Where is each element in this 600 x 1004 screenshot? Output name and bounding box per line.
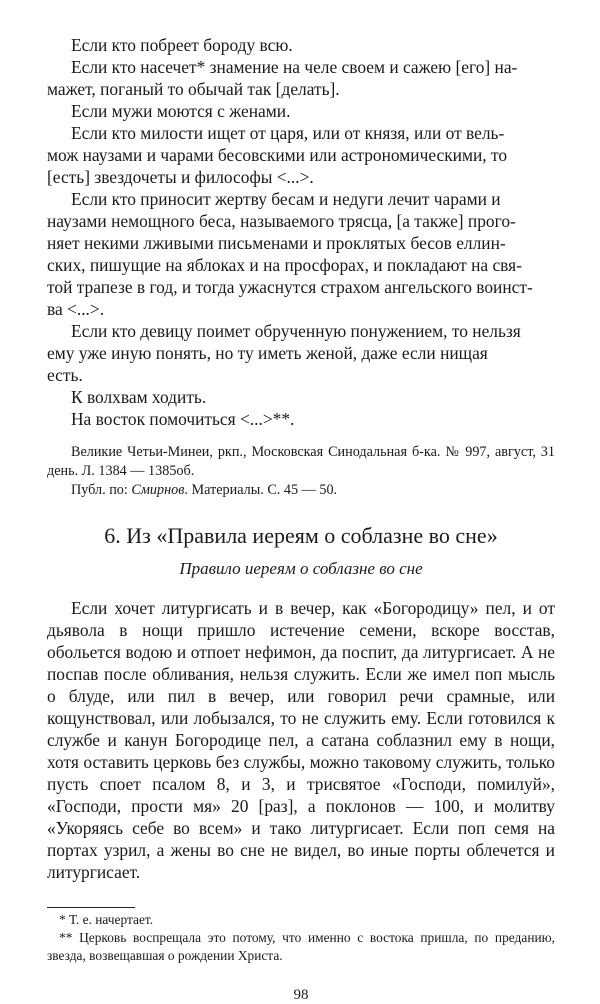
text-line: Если кто приносит жертву бесам и недуги лечит чарами и: [71, 189, 501, 209]
text-line: есть.: [47, 365, 83, 385]
text-line: мажет, поганый то обычай так [делать].: [47, 79, 340, 99]
publ-rest: . Материалы. С. 45 — 50.: [184, 482, 338, 498]
text-line: наузами немощного беса, называемого трясца, [а также] прого-: [47, 211, 516, 231]
text-line: [есть] звездочеты и философы <...>.: [47, 167, 314, 187]
text-line: Если мужи моются с женами.: [71, 101, 291, 121]
section-2-paragraph: Если хочет литургисать и в вечер, как «Богородицу» пел, и от дьявола в нощи пришло истечение семени, вскоре восстав, обольется водою и отпоет нефимон, да поспит, да литургисает. А не поспав после обливания, нельзя служить. Если же имел поп мысль о блуде, или пил в вечер, или говорил речи срамные, или кощунствовал, или лобызался, то не служить ему. Если готовился к службе и канун Богородице пел, а сатана соблазнил ему в нощи, хотя оставить церковь без службы, можно таковому служить, только пусть споет псалом 8, и 3, и трисвятое «Господи, помилуй», «Господи, прости мя» 20 [раз], а поклонов — 100, и молитву «Укоряясь себе во всем» и тако литургисает. Если поп семя на портах узрил, а жены во сне не видел, во иные порты облечется и литургисает.: [47, 598, 555, 882]
text-line: няет некими лживыми письменами и проклятых бесов еллин-: [47, 233, 506, 253]
text-line: Если кто девицу поимет обрученную понужением, то нельзя: [71, 321, 521, 341]
text-line: Если кто милости ищет от царя, или от князя, или от вель-: [71, 123, 505, 143]
text-line: той трапезе в год, и тогда ужаснутся страхом ангельского воинст-: [47, 277, 533, 297]
text-line: ва <...>.: [47, 299, 105, 319]
text-line: мож наузами и чарами бесовскими или астрономическими, то: [47, 145, 508, 165]
text-line: Если кто насечет* знамение на челе своем и сажею [его] на-: [71, 57, 518, 77]
page-body: [47, 34, 555, 1004]
section-1-text: [47, 34, 555, 430]
section-subheading: Правило иереям о соблазне во сне: [179, 559, 423, 578]
text-line: Если кто побреет бороду всю.: [71, 35, 293, 55]
text-line: К волхвам ходить.: [71, 387, 207, 407]
page-number: 98: [293, 987, 309, 1003]
text-line: ских, пишущие на яблоках и на просфорах, и покладают на свя-: [47, 255, 522, 275]
footnote: * Т. е. начертает.: [59, 912, 154, 927]
footnote: ** Церковь воспрещала это потому, что именно с востока пришла, по преданию, звезда, возвещавшая о рождении Христа.: [47, 930, 555, 963]
source-citation: Великие Четьи-Минеи, ркп., Московская Синодальная б-ка. № 997, август, 31 день. Л. 1384 — 1385об.: [47, 444, 555, 479]
publication-citation: [47, 481, 555, 500]
publ-prefix: Публ. по:: [71, 482, 132, 498]
publ-author: Смирнов: [131, 482, 185, 498]
text-line: На восток помочиться <...>**.: [71, 409, 295, 429]
section-heading: 6. Из «Правила иереям о соблазне во сне»: [104, 523, 498, 548]
text-line: ему уже иную понять, но ту иметь женой, даже если нищая: [47, 343, 488, 363]
